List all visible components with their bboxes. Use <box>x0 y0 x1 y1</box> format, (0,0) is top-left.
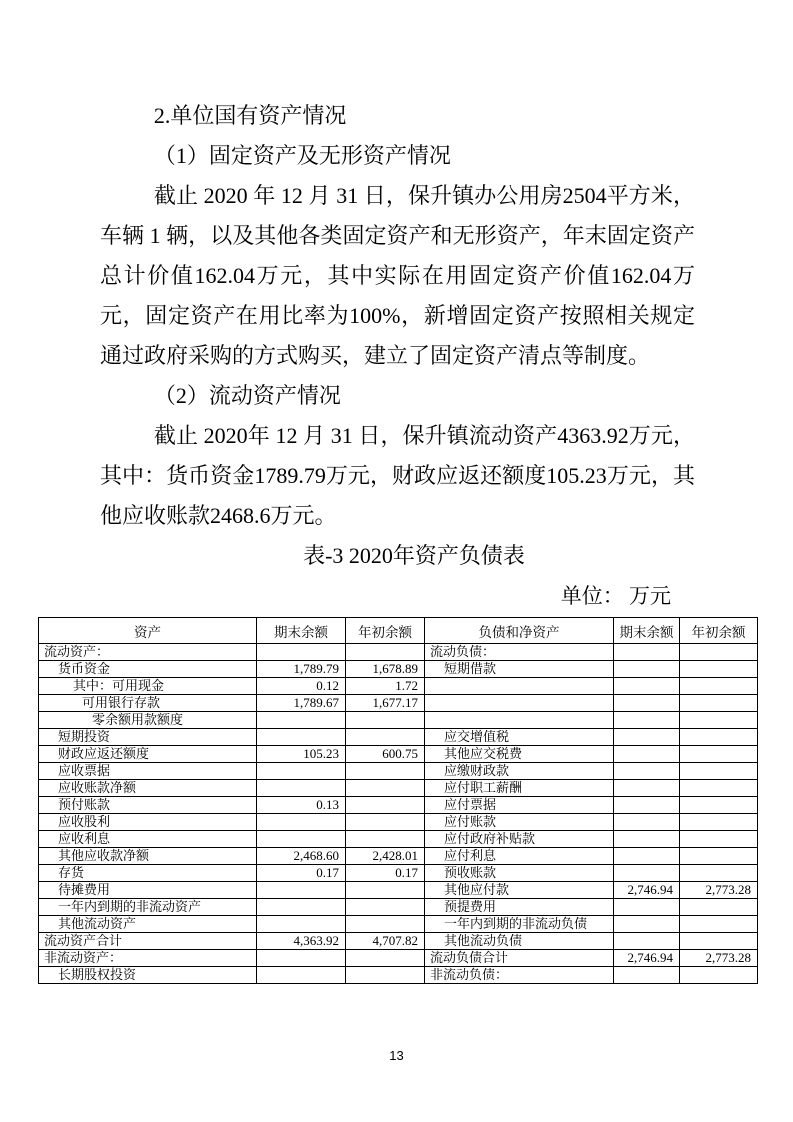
cell-asset-ending-balance: 2,468.60 <box>257 848 346 865</box>
cell-asset-beginning-balance: 1,677.17 <box>346 695 425 712</box>
cell-asset-label: 其他应收款净额 <box>39 848 257 865</box>
cell-asset-ending-balance <box>257 831 346 848</box>
table-row <box>39 729 758 746</box>
cell-asset-ending-balance: 0.12 <box>257 678 346 695</box>
cell-asset-beginning-balance: 0.17 <box>346 865 425 882</box>
cell-asset-label: 长期股权投资 <box>39 967 257 984</box>
cell-liability-ending-balance <box>614 695 680 712</box>
cell-liability-label <box>425 678 614 695</box>
table-unit-label: 单位： 万元 <box>560 584 671 608</box>
cell-asset-ending-balance <box>257 967 346 984</box>
cell-asset-ending-balance <box>257 644 346 661</box>
text-block <box>100 0 695 616</box>
cell-liability-beginning-balance <box>680 678 758 695</box>
cell-asset-label: 短期投资 <box>39 729 257 746</box>
table-row <box>39 916 758 933</box>
cell-liability-beginning-balance <box>680 916 758 933</box>
cell-asset-label: 财政应返还额度 <box>39 746 257 763</box>
cell-liability-label: 其他应付款 <box>425 882 614 899</box>
cell-liability-beginning-balance <box>680 933 758 950</box>
subsection-heading-fixed-assets: （1）固定资产及无形资产情况 <box>153 143 451 168</box>
cell-liability-label: 应付政府补贴款 <box>425 831 614 848</box>
cell-liability-label: 应缴财政款 <box>425 763 614 780</box>
cell-liability-beginning-balance <box>680 695 758 712</box>
cell-asset-label: 预付账款 <box>39 797 257 814</box>
section-heading: 2.单位国有资产情况 <box>153 103 347 128</box>
cell-liability-beginning-balance <box>680 780 758 797</box>
cell-liability-ending-balance <box>614 933 680 950</box>
table-row <box>39 644 758 661</box>
cell-asset-label: 可用银行存款 <box>39 695 257 712</box>
cell-liability-label: 应付票据 <box>425 797 614 814</box>
cell-asset-label: 应收股利 <box>39 814 257 831</box>
cell-liability-ending-balance <box>614 831 680 848</box>
balance-sheet-body <box>39 644 758 984</box>
cell-liability-ending-balance <box>614 644 680 661</box>
cell-asset-beginning-balance <box>346 814 425 831</box>
cell-asset-label: 一年内到期的非流动资产 <box>39 899 257 916</box>
page-number: 13 <box>389 1048 404 1063</box>
cell-liability-ending-balance <box>614 678 680 695</box>
table-row <box>39 899 758 916</box>
cell-asset-ending-balance <box>257 814 346 831</box>
cell-liability-beginning-balance <box>680 712 758 729</box>
cell-asset-label: 应收票据 <box>39 763 257 780</box>
table-row <box>39 831 758 848</box>
cell-asset-label: 零余额用款额度 <box>39 712 257 729</box>
balance-sheet-header <box>39 618 758 644</box>
cell-liability-ending-balance <box>614 661 680 678</box>
col-header-liability-beginning: 年初余额 <box>680 618 758 644</box>
cell-asset-label: 流动资产合计 <box>39 933 257 950</box>
cell-liability-label: 应交增值税 <box>425 729 614 746</box>
table-row <box>39 865 758 882</box>
cell-asset-beginning-balance: 600.75 <box>346 746 425 763</box>
cell-liability-beginning-balance <box>680 644 758 661</box>
cell-asset-label: 应收账款净额 <box>39 780 257 797</box>
cell-asset-beginning-balance <box>346 780 425 797</box>
cell-liability-beginning-balance <box>680 899 758 916</box>
cell-asset-ending-balance <box>257 882 346 899</box>
cell-liability-label <box>425 695 614 712</box>
cell-asset-beginning-balance <box>346 644 425 661</box>
cell-asset-ending-balance: 0.13 <box>257 797 346 814</box>
cell-asset-ending-balance <box>257 950 346 967</box>
cell-liability-ending-balance <box>614 899 680 916</box>
cell-liability-ending-balance <box>614 916 680 933</box>
cell-liability-ending-balance: 2,746.94 <box>614 950 680 967</box>
cell-asset-beginning-balance <box>346 967 425 984</box>
cell-asset-label: 待摊费用 <box>39 882 257 899</box>
cell-asset-beginning-balance <box>346 916 425 933</box>
cell-liability-beginning-balance <box>680 797 758 814</box>
cell-asset-ending-balance <box>257 729 346 746</box>
cell-liability-label <box>425 712 614 729</box>
table-row <box>39 848 758 865</box>
cell-liability-ending-balance <box>614 865 680 882</box>
table-row <box>39 712 758 729</box>
cell-liability-ending-balance <box>614 797 680 814</box>
table-row <box>39 967 758 984</box>
table-row <box>39 763 758 780</box>
table-header-row <box>39 618 758 644</box>
cell-asset-label: 其中：可用现金 <box>39 678 257 695</box>
cell-liability-ending-balance <box>614 780 680 797</box>
cell-liability-ending-balance <box>614 746 680 763</box>
cell-liability-label: 预收账款 <box>425 865 614 882</box>
cell-liability-label: 短期借款 <box>425 661 614 678</box>
cell-asset-ending-balance: 0.17 <box>257 865 346 882</box>
cell-liability-label: 应付职工薪酬 <box>425 780 614 797</box>
cell-asset-label: 货币资金 <box>39 661 257 678</box>
cell-liability-ending-balance <box>614 712 680 729</box>
cell-liability-beginning-balance <box>680 831 758 848</box>
table-row <box>39 882 758 899</box>
cell-liability-label: 其他应交税费 <box>425 746 614 763</box>
cell-liability-label: 应付账款 <box>425 814 614 831</box>
cell-liability-label: 其他流动负债 <box>425 933 614 950</box>
col-header-asset: 资产 <box>39 618 257 644</box>
cell-asset-ending-balance <box>257 780 346 797</box>
cell-asset-beginning-balance <box>346 729 425 746</box>
cell-liability-ending-balance <box>614 814 680 831</box>
cell-liability-ending-balance <box>614 848 680 865</box>
cell-asset-label: 流动资产： <box>39 644 257 661</box>
cell-liability-label: 一年内到期的非流动负债 <box>425 916 614 933</box>
table-title: 表-3 2020年资产负债表 <box>303 543 525 568</box>
cell-liability-beginning-balance <box>680 729 758 746</box>
paragraph-current-assets: 截止 2020年 12 月 31 日，保升镇流动资产4363.92万元，其中：货币资金1789.79万元，财政应返还额度105.23万元，其他应收账款2468.6万元。 <box>100 423 695 528</box>
cell-liability-label: 应付利息 <box>425 848 614 865</box>
cell-asset-beginning-balance: 1.72 <box>346 678 425 695</box>
cell-asset-beginning-balance: 2,428.01 <box>346 848 425 865</box>
cell-asset-label: 应收利息 <box>39 831 257 848</box>
cell-asset-ending-balance: 105.23 <box>257 746 346 763</box>
col-header-liability: 负债和净资产 <box>425 618 614 644</box>
table-row <box>39 950 758 967</box>
cell-liability-beginning-balance <box>680 763 758 780</box>
table-row <box>39 933 758 950</box>
cell-asset-beginning-balance <box>346 712 425 729</box>
paragraph-fixed-assets: 截止 2020 年 12 月 31 日，保升镇办公用房2504平方米，车辆 1 辆，以及其他各类固定资产和无形资产，年末固定资产总计价值162.04万元，其中实际在用固定资产价值162.04万元，固定资产在用比率为100%，新增固定资产按照相关规定通过政府采购的方式购买，建立了固定资产清点等制度。 <box>100 183 695 368</box>
col-header-asset-beginning: 年初余额 <box>346 618 425 644</box>
table-row <box>39 661 758 678</box>
table-row <box>39 746 758 763</box>
cell-liability-label: 流动负债： <box>425 644 614 661</box>
cell-liability-beginning-balance <box>680 848 758 865</box>
col-header-liability-ending: 期末余额 <box>614 618 680 644</box>
table-row <box>39 797 758 814</box>
cell-asset-label: 非流动资产： <box>39 950 257 967</box>
cell-liability-label: 流动负债合计 <box>425 950 614 967</box>
cell-asset-beginning-balance: 4,707.82 <box>346 933 425 950</box>
cell-asset-ending-balance: 1,789.79 <box>257 661 346 678</box>
table-row <box>39 695 758 712</box>
cell-asset-ending-balance: 1,789.67 <box>257 695 346 712</box>
cell-liability-ending-balance <box>614 729 680 746</box>
cell-asset-beginning-balance <box>346 831 425 848</box>
cell-liability-beginning-balance <box>680 814 758 831</box>
cell-liability-beginning-balance <box>680 865 758 882</box>
col-header-asset-ending: 期末余额 <box>257 618 346 644</box>
cell-liability-beginning-balance <box>680 967 758 984</box>
cell-asset-ending-balance: 4,363.92 <box>257 933 346 950</box>
cell-liability-ending-balance <box>614 763 680 780</box>
cell-liability-label: 预提费用 <box>425 899 614 916</box>
subsection-heading-current-assets: （2）流动资产情况 <box>153 383 341 408</box>
cell-asset-ending-balance <box>257 712 346 729</box>
cell-liability-beginning-balance: 2,773.28 <box>680 882 758 899</box>
cell-asset-label: 存货 <box>39 865 257 882</box>
cell-asset-ending-balance <box>257 916 346 933</box>
cell-liability-beginning-balance: 2,773.28 <box>680 950 758 967</box>
cell-asset-beginning-balance: 1,678.89 <box>346 661 425 678</box>
table-row <box>39 780 758 797</box>
cell-asset-beginning-balance <box>346 797 425 814</box>
table-row <box>39 814 758 831</box>
cell-liability-beginning-balance <box>680 746 758 763</box>
cell-asset-beginning-balance <box>346 950 425 967</box>
cell-asset-beginning-balance <box>346 882 425 899</box>
cell-asset-beginning-balance <box>346 899 425 916</box>
cell-asset-label: 其他流动资产 <box>39 916 257 933</box>
cell-liability-ending-balance <box>614 967 680 984</box>
cell-liability-label: 非流动负债： <box>425 967 614 984</box>
table-row <box>39 678 758 695</box>
cell-liability-ending-balance: 2,746.94 <box>614 882 680 899</box>
cell-asset-ending-balance <box>257 899 346 916</box>
cell-asset-beginning-balance <box>346 763 425 780</box>
cell-asset-ending-balance <box>257 763 346 780</box>
cell-liability-beginning-balance <box>680 661 758 678</box>
balance-sheet-table <box>38 617 758 984</box>
